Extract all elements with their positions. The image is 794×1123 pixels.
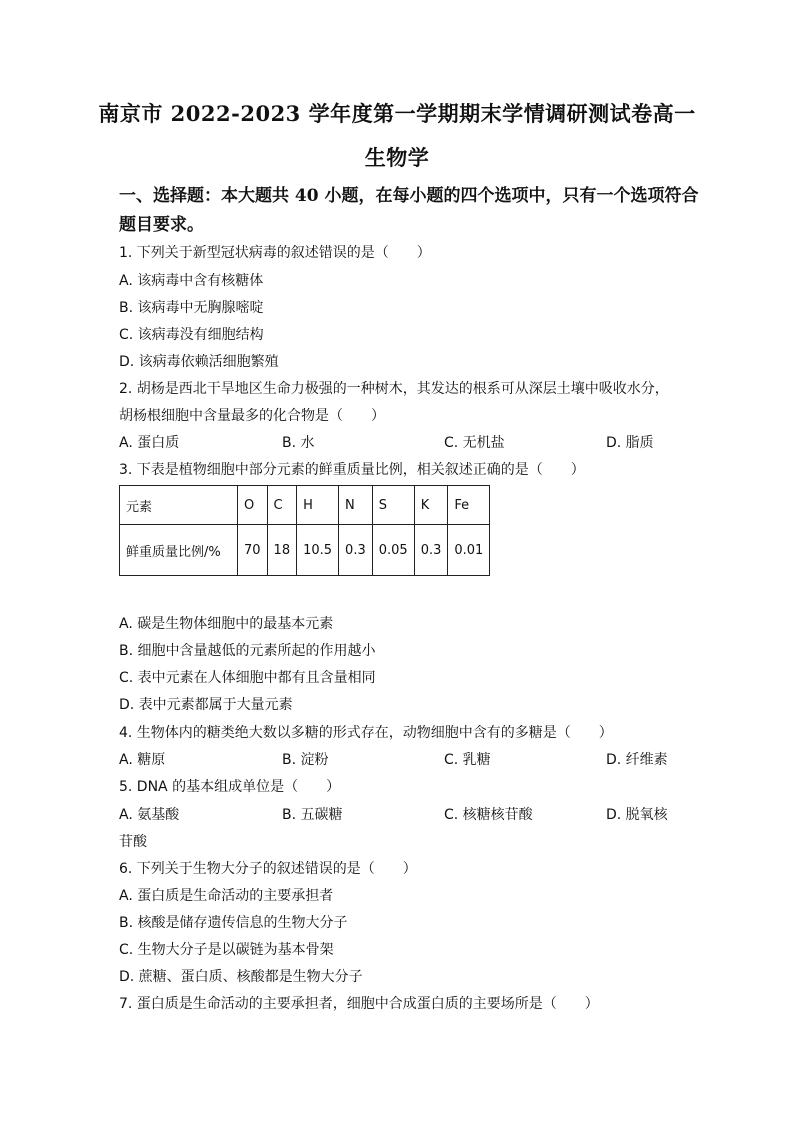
question-2-option-b: B. 水 [282, 435, 315, 451]
question-1-stem: 1. 下列关于新型冠状病毒的叙述错误的是（ ） [119, 245, 431, 261]
table-cell: S [372, 486, 414, 525]
question-4-option-c: C. 乳糖 [444, 752, 491, 768]
question-5-option-d-continued: 苷酸 [119, 834, 147, 850]
question-3-option-b: B. 细胞中含量越低的元素所起的作用越小 [119, 643, 376, 659]
question-3-option-d: D. 表中元素都属于大量元素 [119, 697, 293, 713]
question-2-stem-line-2: 胡杨根细胞中含量最多的化合物是（ ） [119, 408, 385, 424]
table-cell: 元素 [120, 486, 238, 525]
table-cell: 70 [238, 525, 268, 576]
table-cell: 0.05 [372, 525, 414, 576]
table-cell: 0.3 [414, 525, 448, 576]
question-2-option-c: C. 无机盐 [444, 435, 505, 451]
table-row [120, 486, 490, 525]
table-cell: H [297, 486, 339, 525]
table-cell: 10.5 [297, 525, 339, 576]
table-cell: 0.01 [448, 525, 490, 576]
question-1-option-b: B. 该病毒中无胸腺嘧啶 [119, 300, 264, 316]
table-cell: N [339, 486, 373, 525]
question-5-option-d: D. 脱氧核 [606, 807, 668, 823]
question-3-option-c: C. 表中元素在人体细胞中都有且含量相同 [119, 670, 376, 686]
element-ratio-table [119, 485, 490, 576]
title-line-2: 生物学 [364, 145, 430, 170]
question-2-option-a: A. 蛋白质 [119, 435, 180, 451]
table-cell: 0.3 [339, 525, 373, 576]
question-5-stem: 5. DNA 的基本组成单位是（ ） [119, 779, 341, 795]
table-cell: C [267, 486, 297, 525]
question-3-stem: 3. 下表是植物细胞中部分元素的鲜重质量比例，相关叙述正确的是（ ） [119, 462, 585, 478]
question-5-option-c: C. 核糖核苷酸 [444, 807, 533, 823]
question-5-option-a: A. 氨基酸 [119, 807, 180, 823]
section-heading-line-1: 一、选择题：本大题共 40 小题，在每小题的四个选项中，只有一个选项符合 [119, 186, 699, 206]
table-cell: O [238, 486, 268, 525]
title-line-1: 南京市 2022-2023 学年度第一学期期末学情调研测试卷高一 [98, 101, 696, 126]
table-cell: 鲜重质量比例/% [120, 525, 238, 576]
table-cell: K [414, 486, 448, 525]
section-heading-line-2: 题目要求。 [119, 215, 204, 235]
question-3-option-a: A. 碳是生物体细胞中的最基本元素 [119, 616, 334, 632]
question-1-option-d: D. 该病毒依赖活细胞繁殖 [119, 354, 279, 370]
question-5-option-b: B. 五碳糖 [282, 807, 343, 823]
question-6-option-c: C. 生物大分子是以碳链为基本骨架 [119, 942, 334, 958]
question-4-stem: 4. 生物体内的糖类绝大数以多糖的形式存在，动物细胞中含有的多糖是（ ） [119, 725, 613, 741]
question-4-option-b: B. 淀粉 [282, 752, 329, 768]
question-6-option-d: D. 蔗糖、蛋白质、核酸都是生物大分子 [119, 969, 363, 985]
question-2-option-d: D. 脂质 [606, 435, 654, 451]
table-cell: 18 [267, 525, 297, 576]
question-4-option-a: A. 糖原 [119, 752, 166, 768]
question-6-option-b: B. 核酸是储存遗传信息的生物大分子 [119, 915, 348, 931]
question-2-stem-line-1: 2. 胡杨是西北干旱地区生命力极强的一种树木，其发达的根系可从深层土壤中吸收水分， [119, 381, 669, 397]
table-row [120, 525, 490, 576]
question-6-stem: 6. 下列关于生物大分子的叙述错误的是（ ） [119, 861, 417, 877]
question-6-option-a: A. 蛋白质是生命活动的主要承担者 [119, 888, 334, 904]
table-cell: Fe [448, 486, 490, 525]
question-1-option-a: A. 该病毒中含有核糖体 [119, 273, 264, 289]
question-4-option-d: D. 纤维素 [606, 752, 668, 768]
question-1-option-c: C. 该病毒没有细胞结构 [119, 327, 264, 343]
question-7-stem: 7. 蛋白质是生命活动的主要承担者，细胞中合成蛋白质的主要场所是（ ） [119, 996, 599, 1012]
